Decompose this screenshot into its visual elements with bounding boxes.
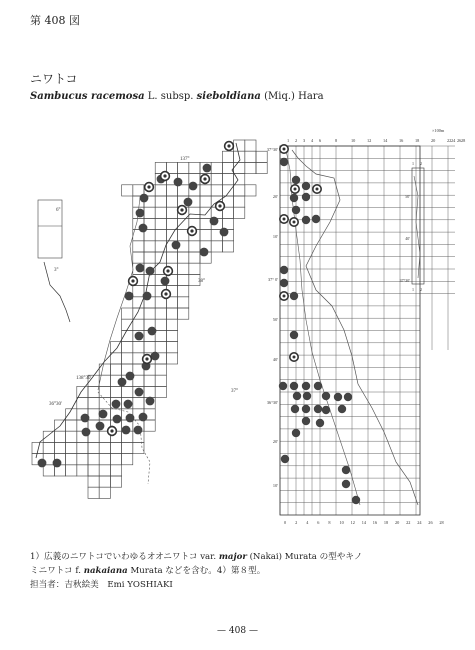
chart-dot-solid: [281, 455, 289, 463]
chart-x-tick: 12: [367, 138, 372, 143]
map-grid: [32, 140, 267, 498]
chart-x-tick: 1: [287, 138, 290, 143]
coord-label: 138°30': [76, 376, 92, 381]
map-dot-solid: [203, 164, 212, 173]
chart-x-tick-bottom: 10: [339, 520, 344, 525]
map-dot-solid: [140, 194, 149, 203]
map-grid-cell: [189, 252, 200, 263]
map-grid-cell: [234, 196, 245, 207]
map-grid-cell: [110, 386, 121, 397]
map-grid-cell: [99, 442, 110, 453]
map-dot-solid: [210, 217, 219, 226]
map-grid-cell: [99, 386, 110, 397]
chart-dot-hollow-center: [283, 295, 286, 298]
map-dot-solid: [136, 209, 145, 218]
inset-label: 6°: [56, 208, 61, 213]
map-grid-cell: [99, 487, 110, 498]
chart-y-label: 10': [272, 234, 278, 239]
chart-dot-solid: [352, 496, 360, 504]
map-grid-cell: [166, 353, 177, 364]
map-dot-solid: [172, 241, 181, 250]
map-grid-cell: [88, 386, 99, 397]
map-grid-cell: [155, 241, 166, 252]
map-grid-cell: [178, 286, 189, 297]
map-grid-cell: [166, 330, 177, 341]
chart-dot-solid: [292, 176, 300, 184]
chart-dot-solid: [302, 405, 310, 413]
map-grid-cell: [234, 140, 245, 151]
map-grid-cell: [122, 319, 133, 330]
map-grid-cell: [155, 218, 166, 229]
elevation-chart: [267, 128, 465, 525]
map-dot-solid: [81, 414, 90, 423]
map-dot-hollow-center: [218, 204, 221, 207]
map-grid-cell: [99, 398, 110, 409]
chart-dot-solid: [322, 392, 330, 400]
chart-x-tick: 22: [447, 138, 452, 143]
map-grid-cell: [43, 465, 54, 476]
chart-x-tick-bottom: 26: [428, 520, 433, 525]
map-grid-cell: [88, 398, 99, 409]
chart-x-tick: 16: [399, 138, 404, 143]
map-dot-solid: [122, 426, 131, 435]
map-dot-solid: [96, 422, 105, 431]
chart-dot-solid: [338, 405, 346, 413]
map-grid-cell: [222, 174, 233, 185]
chart-x-tick: 28: [461, 138, 466, 143]
chart-dot-solid: [302, 382, 310, 390]
chart-dot-solid: [290, 292, 298, 300]
map-grid-cell: [155, 330, 166, 341]
map-grid-cell: [77, 442, 88, 453]
chart-x-tick: 18: [415, 138, 420, 143]
map-dot-solid: [99, 410, 108, 419]
rank: L. subsp.: [147, 91, 194, 102]
chart-dot-solid: [293, 392, 301, 400]
map-grid-cell: [99, 465, 110, 476]
map-grid-cell: [110, 454, 121, 465]
chart-y-label: 20': [272, 194, 278, 199]
map-grid-cell: [155, 375, 166, 386]
map-dot-hollow-center: [110, 429, 113, 432]
map-grid-cell: [88, 476, 99, 487]
map-grid-cell: [110, 442, 121, 453]
map-dot-solid: [38, 459, 47, 468]
map-dot-solid: [161, 277, 170, 286]
map-grid-cell: [110, 353, 121, 364]
chart-x-tick-bottom: 14: [361, 520, 366, 525]
map-grid-cell: [178, 263, 189, 274]
coord-label: 37°: [231, 389, 238, 394]
map-dot-solid: [118, 378, 127, 387]
map-grid-cell: [222, 241, 233, 252]
river-line: [98, 198, 140, 390]
author-line: 担当者：吉秋絵美 Emi YOSHIAKI: [30, 580, 173, 590]
map-inset: [38, 200, 70, 322]
map-grid-cell: [122, 386, 133, 397]
map-grid-cell: [66, 420, 77, 431]
map-grid-cell: [189, 241, 200, 252]
map-grid-cell: [144, 375, 155, 386]
chart-x-tick: 24: [451, 138, 456, 143]
chart-dot-solid: [279, 382, 287, 390]
chart-y-label: 20': [272, 439, 278, 444]
map-grid-cell: [245, 185, 256, 196]
map-grid-cell: [99, 454, 110, 465]
map-grid-cell: [222, 151, 233, 162]
chart-x-tick-bottom: 24: [417, 520, 422, 525]
map-dot-solid: [148, 327, 157, 336]
map-grid-cell: [155, 230, 166, 241]
map-dot-solid: [136, 264, 145, 273]
chart-dot-solid: [314, 382, 322, 390]
map-dot-solid: [139, 224, 148, 233]
map-grid-cell: [144, 308, 155, 319]
chart-y-label: 36°30': [266, 400, 278, 405]
map-grid-cell: [155, 196, 166, 207]
map-dot-solid: [134, 426, 143, 435]
map-grid-cell: [88, 454, 99, 465]
chart-dot-solid: [344, 393, 352, 401]
map-grid-cell: [144, 420, 155, 431]
map-grid-cell: [43, 442, 54, 453]
map-grid-cell: [200, 196, 211, 207]
map-grid-cell: [178, 274, 189, 285]
chart-dot-hollow-center: [294, 188, 297, 191]
map-dot-hollow-center: [145, 357, 148, 360]
map-grid-cell: [133, 375, 144, 386]
elevation-profile-max: [292, 150, 418, 505]
map-grid-cell: [155, 207, 166, 218]
map-grid-cell: [200, 230, 211, 241]
map-dot-hollow-center: [163, 174, 166, 177]
chart-dot-solid: [280, 279, 288, 287]
chart-dot-solid: [303, 392, 311, 400]
chart-x-tick-bottom: 18: [383, 520, 389, 525]
map-dot-solid: [135, 388, 144, 397]
map-dot-solid: [174, 178, 183, 187]
chart-x-tick-bottom: 0: [284, 520, 287, 525]
genus-species: Sambucus racemosa: [30, 91, 145, 102]
map-grid-cell: [178, 162, 189, 173]
chart-x-tick: 2: [295, 138, 298, 143]
chart-dot-hollow-center: [316, 188, 319, 191]
chart-dot-solid: [314, 405, 322, 413]
map-grid-cell: [166, 252, 177, 263]
chart-inset-y: 37°30': [399, 278, 410, 283]
chart-x-tick: 4: [311, 138, 314, 143]
map-grid-cell: [155, 319, 166, 330]
map-grid-cell: [245, 151, 256, 162]
map-grid-cell: [166, 218, 177, 229]
chart-dot-solid: [280, 266, 288, 274]
map-dot-solid: [146, 267, 155, 276]
map-grid-cell: [166, 342, 177, 353]
chart-inset-y: 50': [405, 194, 410, 199]
chart-x-tick: 26: [457, 138, 462, 143]
chart-x-tick: 14: [383, 138, 388, 143]
map-grid-cell: [189, 207, 200, 218]
chart-x-tick-bottom: 16: [372, 520, 378, 525]
chart-y-label: 10': [272, 483, 278, 488]
chart-dot-solid: [312, 215, 320, 223]
chart-dot-hollow-center: [283, 148, 286, 151]
map-grid-cell: [54, 431, 65, 442]
chart-x-tick-bottom: 12: [350, 520, 355, 525]
map-grid-cell: [133, 252, 144, 263]
chart-inset-profile: [414, 176, 420, 278]
map-dot-solid: [146, 397, 155, 406]
map-grid-cell: [200, 185, 211, 196]
map-grid-cell: [234, 185, 245, 196]
map-grid-cell: [133, 297, 144, 308]
chart-x-tick-bottom: 22: [406, 520, 411, 525]
map-dot-hollow-center: [166, 269, 169, 272]
map-grid-cell: [88, 487, 99, 498]
authority: (Miq.) Hara: [264, 91, 324, 102]
chart-dot-hollow-center: [283, 218, 286, 221]
chart-dot-solid: [322, 406, 330, 414]
chart-dot-solid: [302, 417, 310, 425]
chart-x-tick: 8: [335, 138, 338, 143]
chart-inset-tick: 1: [412, 161, 414, 166]
map-grid-cell: [122, 185, 133, 196]
map-grid-cell: [88, 409, 99, 420]
map-grid-cell: [110, 476, 121, 487]
chart-dot-hollow-center: [293, 356, 296, 359]
map-dot-solid: [143, 292, 152, 301]
chart-dot-hollow-center: [293, 221, 296, 224]
map-grid-cell: [166, 308, 177, 319]
map-grid-cell: [256, 151, 267, 162]
map-grid-cell: [122, 442, 133, 453]
chart-dot-solid: [291, 405, 299, 413]
map-grid-cell: [211, 162, 222, 173]
chart-x-tick-bottom: 6: [317, 520, 320, 525]
map-grid-cell: [178, 308, 189, 319]
map-grid-cell: [155, 386, 166, 397]
map-grid-cell: [144, 207, 155, 218]
chart-x-tick-bottom: 20: [395, 520, 400, 525]
map-grid-cell: [110, 465, 121, 476]
chart-dot-solid: [292, 206, 300, 214]
map-grid-cell: [144, 274, 155, 285]
map-dot-hollow-center: [227, 144, 230, 147]
figure-number: 第 408 図: [30, 14, 80, 27]
chart-dot-solid: [342, 466, 350, 474]
map-grid-cell: [144, 241, 155, 252]
japanese-name: ニワトコ: [30, 72, 78, 86]
map-grid-cell: [122, 342, 133, 353]
chart-dot-solid: [292, 429, 300, 437]
map-grid-cell: [178, 218, 189, 229]
chart-inset-frame: [412, 168, 424, 284]
chart-x-tick: 10: [351, 138, 356, 143]
map-dot-hollow-center: [147, 185, 150, 188]
coord-label: 36°30': [49, 402, 62, 407]
chart-dot-solid: [290, 382, 298, 390]
map-grid-cell: [133, 286, 144, 297]
elevation-profile-min: [286, 150, 360, 505]
map-dot-solid: [189, 182, 198, 191]
map-grid-cell: [66, 465, 77, 476]
map-grid-cell: [155, 185, 166, 196]
map-grid-cell: [178, 185, 189, 196]
chart-x-tick-bottom: 8: [328, 520, 331, 525]
map-dot-solid: [53, 459, 62, 468]
chart-y-label: 40': [272, 357, 278, 362]
map-dot-hollow-center: [190, 229, 193, 232]
map-grid-cell: [144, 252, 155, 263]
map-dot-solid: [200, 248, 209, 257]
map-grid-cell: [122, 308, 133, 319]
map-dots: [38, 142, 234, 468]
chart-y-label: 50': [272, 317, 278, 322]
chart-y-label: 37° 0': [267, 277, 278, 282]
map-grid-cell: [222, 162, 233, 173]
map-dot-hollow-center: [203, 177, 206, 180]
map-grid-cell: [133, 398, 144, 409]
map-dot-solid: [112, 400, 121, 409]
map-dot-solid: [125, 292, 134, 301]
map-grid-cell: [211, 241, 222, 252]
map-grid-cell: [133, 442, 144, 453]
map-grid-cell: [178, 252, 189, 263]
map-grid-cell: [77, 398, 88, 409]
note-line-1: 1）広義のニワトコでいわゆるオオニワトコ var. major (Nakai) Murata の型やキノ: [30, 552, 363, 562]
map-grid-cell: [178, 297, 189, 308]
map-grid-cell: [110, 364, 121, 375]
chart-dot-solid: [302, 216, 310, 224]
map-dot-hollow-center: [164, 292, 167, 295]
map-grid-cell: [122, 353, 133, 364]
chart-dot-solid: [342, 480, 350, 488]
chart-inset-y: 40': [405, 236, 410, 241]
coord-label: 137°: [180, 157, 190, 162]
map-grid-cell: [222, 185, 233, 196]
chart-x-tick: 20: [431, 138, 436, 143]
chart-y-label: 37°30': [266, 147, 278, 152]
map-dot-solid: [113, 415, 122, 424]
map-grid-cell: [66, 454, 77, 465]
map-grid-cell: [155, 364, 166, 375]
map-grid-cell: [155, 308, 166, 319]
map-grid-cell: [122, 454, 133, 465]
map-dot-hollow-center: [131, 279, 134, 282]
map-grid-cell: [43, 431, 54, 442]
map-grid-cell: [144, 342, 155, 353]
map-grid-cell: [245, 162, 256, 173]
map-grid-cell: [234, 207, 245, 218]
chart-dot-solid: [290, 194, 298, 202]
map-dot-solid: [220, 228, 229, 237]
chart-x-tick: 3: [303, 138, 306, 143]
map-dot-solid: [126, 414, 135, 423]
chart-x-tick-bottom: 2: [295, 520, 298, 525]
map-grid-cell: [66, 431, 77, 442]
map-grid-cell: [211, 174, 222, 185]
map-grid-cell: [245, 140, 256, 151]
map-grid-cell: [166, 185, 177, 196]
chart-dot-solid: [302, 182, 310, 190]
map-dot-solid: [126, 372, 135, 381]
chart-dot-solid: [302, 193, 310, 201]
map-grid-cell: [166, 207, 177, 218]
chart-dot-solid: [280, 158, 288, 166]
map-grid-cell: [77, 465, 88, 476]
coord-label: 38°: [198, 279, 205, 284]
map-grid-cell: [133, 319, 144, 330]
chart-x-tick: 6: [319, 138, 322, 143]
chart-x-tick-bottom: 28: [439, 520, 444, 525]
inset-label: 3°: [54, 268, 59, 273]
map-grid-cell: [256, 162, 267, 173]
map-grid-cell: [189, 263, 200, 274]
map-grid-cell: [166, 196, 177, 207]
map-dot-solid: [135, 332, 144, 341]
chart-inset-xlabel: 1: [412, 287, 414, 292]
epithet: sieboldiana: [196, 91, 261, 102]
map-grid-cell: [189, 162, 200, 173]
page-number: — 408 —: [217, 626, 258, 636]
map-grid-cell: [133, 342, 144, 353]
map-dot-solid: [124, 400, 133, 409]
map-grid-cell: [200, 218, 211, 229]
map-grid-cell: [99, 476, 110, 487]
note-line-2: ミニワトコ f. nakaiana Murata などを含む。4）第８型。: [30, 566, 266, 576]
map-grid-cell: [66, 442, 77, 453]
chart-inset-tick: 2: [420, 161, 422, 166]
map-grid-cell: [77, 454, 88, 465]
map-grid-cell: [88, 465, 99, 476]
map-grid-cell: [144, 386, 155, 397]
notes: [30, 550, 450, 592]
map-grid-cell: [88, 442, 99, 453]
map-grid-cell: [211, 185, 222, 196]
chart-dot-solid: [334, 393, 342, 401]
map-grid-cell: [234, 162, 245, 173]
map-dot-solid: [139, 413, 148, 422]
chart-inset-xlabel: 2: [420, 287, 422, 292]
map-grid-cell: [133, 241, 144, 252]
chart-dot-solid: [290, 331, 298, 339]
map-grid-cell: [155, 342, 166, 353]
chart-x-unit: ×100m: [432, 128, 445, 133]
map-grid-cell: [54, 442, 65, 453]
chart-dot-solid: [316, 419, 324, 427]
map-dot-solid: [82, 428, 91, 437]
map-dot-solid: [184, 198, 193, 207]
map-grid-cell: [166, 319, 177, 330]
chart-x-tick-bottom: 4: [306, 520, 309, 525]
map-dot-hollow-center: [180, 208, 183, 211]
coastline: [36, 143, 240, 458]
map-grid-cell: [155, 252, 166, 263]
